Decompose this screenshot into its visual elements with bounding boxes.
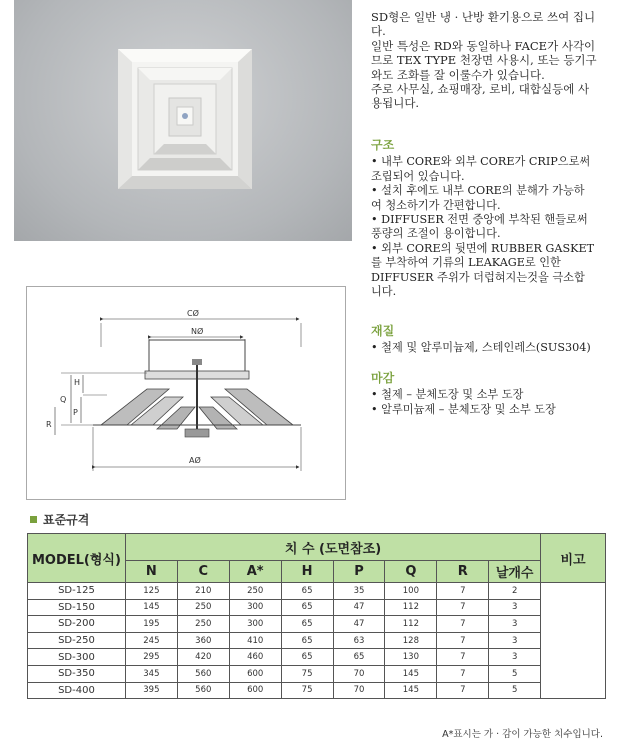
table-row bbox=[28, 682, 606, 699]
value-cell: 250 bbox=[229, 583, 281, 600]
product-photo bbox=[14, 0, 352, 241]
value-cell: 70 bbox=[333, 682, 385, 699]
value-cell: 410 bbox=[229, 632, 281, 649]
value-cell: 75 bbox=[281, 682, 333, 699]
material-heading: 재질 bbox=[371, 324, 395, 338]
structure-line: • 내부 CORE와 외부 CORE가 CRIP으로써 bbox=[371, 155, 591, 169]
header-col: A* bbox=[229, 561, 281, 583]
model-cell: SD-250 bbox=[28, 632, 126, 649]
value-cell: 100 bbox=[385, 583, 437, 600]
value-cell: 3 bbox=[489, 632, 541, 649]
description-line: SD형은 일반 냉 · 난방 환기용으로 쓰여 집니 bbox=[371, 10, 596, 24]
value-cell: 420 bbox=[177, 649, 229, 666]
value-cell: 345 bbox=[125, 665, 177, 682]
table-row bbox=[28, 665, 606, 682]
table-row bbox=[28, 632, 606, 649]
value-cell: 360 bbox=[177, 632, 229, 649]
value-cell: 210 bbox=[177, 583, 229, 600]
structure-line: • DIFFUSER 전면 중앙에 부착된 핸들로써 bbox=[371, 213, 588, 227]
table-row bbox=[28, 649, 606, 666]
value-cell: 65 bbox=[281, 599, 333, 616]
header-remark: 비고 bbox=[541, 534, 606, 583]
value-cell: 250 bbox=[177, 599, 229, 616]
value-cell: 5 bbox=[489, 682, 541, 699]
model-cell: SD-125 bbox=[28, 583, 126, 600]
description-line: 일반 특성은 RD와 동일하나 FACE가 사각이 bbox=[371, 38, 596, 53]
value-cell: 7 bbox=[437, 682, 489, 699]
value-cell: 300 bbox=[229, 599, 281, 616]
model-cell: SD-200 bbox=[28, 616, 126, 633]
value-cell: 65 bbox=[281, 632, 333, 649]
table-row bbox=[28, 599, 606, 616]
value-cell: 112 bbox=[385, 599, 437, 616]
structure-item bbox=[371, 242, 616, 300]
value-cell: 2 bbox=[489, 583, 541, 600]
value-cell: 145 bbox=[385, 682, 437, 699]
model-cell: SD-400 bbox=[28, 682, 126, 699]
value-cell: 112 bbox=[385, 616, 437, 633]
spec-table-body bbox=[28, 583, 606, 699]
finish-heading: 마감 bbox=[371, 371, 395, 385]
dim-label-c: CØ bbox=[187, 309, 199, 318]
value-cell: 245 bbox=[125, 632, 177, 649]
structure-line: 니다. bbox=[371, 285, 397, 299]
description-line: 용됩니다. bbox=[371, 96, 420, 111]
value-cell: 70 bbox=[333, 665, 385, 682]
description bbox=[371, 10, 611, 111]
header-col: N bbox=[125, 561, 177, 583]
value-cell: 395 bbox=[125, 682, 177, 699]
table-row bbox=[28, 583, 606, 600]
structure-heading: 구조 bbox=[371, 138, 395, 152]
value-cell: 300 bbox=[229, 616, 281, 633]
square-bullet-icon bbox=[30, 516, 37, 523]
value-cell: 7 bbox=[437, 583, 489, 600]
value-cell: 7 bbox=[437, 599, 489, 616]
value-cell: 600 bbox=[229, 682, 281, 699]
model-cell: SD-300 bbox=[28, 649, 126, 666]
value-cell: 125 bbox=[125, 583, 177, 600]
structure-item bbox=[371, 155, 616, 184]
value-cell: 65 bbox=[333, 649, 385, 666]
material-section bbox=[371, 324, 616, 356]
header-dimensions: 치 수 (도면참조) bbox=[125, 534, 540, 561]
finish-item: • 알루미늄제 – 분체도장 및 소부 도장 bbox=[371, 402, 556, 416]
value-cell: 47 bbox=[333, 616, 385, 633]
value-cell: 560 bbox=[177, 682, 229, 699]
description-line: 다. bbox=[371, 24, 386, 39]
value-cell: 145 bbox=[385, 665, 437, 682]
header-col: H bbox=[281, 561, 333, 583]
remark-cell bbox=[541, 583, 606, 699]
structure-line: 풍량의 조절이 용이합니다. bbox=[371, 227, 501, 241]
value-cell: 63 bbox=[333, 632, 385, 649]
header-col: R bbox=[437, 561, 489, 583]
description-line: 와도 조화를 잘 이룰수가 있습니다. bbox=[371, 67, 545, 82]
finish-item: • 철제 – 분체도장 및 소부 도장 bbox=[371, 388, 524, 402]
description-line: 주로 사무실, 쇼핑매장, 로비, 대합실등에 사 bbox=[371, 82, 590, 97]
value-cell: 7 bbox=[437, 616, 489, 633]
material-item: • 철제 및 알루미늄제, 스테인레스(SUS304) bbox=[371, 341, 591, 355]
value-cell: 7 bbox=[437, 632, 489, 649]
value-cell: 295 bbox=[125, 649, 177, 666]
table-row bbox=[28, 616, 606, 633]
value-cell: 3 bbox=[489, 599, 541, 616]
dim-label-r: R bbox=[46, 420, 52, 429]
value-cell: 600 bbox=[229, 665, 281, 682]
value-cell: 145 bbox=[125, 599, 177, 616]
value-cell: 7 bbox=[437, 665, 489, 682]
structure-line: 여 청소하기가 간편합니다. bbox=[371, 198, 501, 212]
finish-section bbox=[371, 371, 616, 417]
dim-label-h: H bbox=[74, 378, 81, 387]
standard-title bbox=[30, 511, 89, 528]
value-cell: 3 bbox=[489, 649, 541, 666]
value-cell: 195 bbox=[125, 616, 177, 633]
structure-line: 조립되어 있습니다. bbox=[371, 169, 465, 183]
value-cell: 47 bbox=[333, 599, 385, 616]
structure-line: DIFFUSER 주위가 더럽혀지는것을 극소합 bbox=[371, 270, 585, 284]
structure-line: 를 부착하여 기류의 LEAKAGE로 인한 bbox=[371, 256, 561, 270]
value-cell: 75 bbox=[281, 665, 333, 682]
spec-table bbox=[27, 533, 606, 699]
structure-item bbox=[371, 213, 616, 242]
header-model: MODEL(형식) bbox=[28, 534, 126, 583]
value-cell: 65 bbox=[281, 616, 333, 633]
header-col: Q bbox=[385, 561, 437, 583]
value-cell: 250 bbox=[177, 616, 229, 633]
footnote: A*표시는 가 · 감이 가능한 치수입니다. bbox=[442, 729, 603, 740]
dim-label-n: NØ bbox=[191, 327, 204, 336]
standard-title-text: 표준규격 bbox=[43, 513, 90, 527]
dim-label-a: AØ bbox=[189, 456, 201, 465]
structure-item bbox=[371, 184, 616, 213]
structure-line: • 설치 후에도 내부 CORE의 분해가 가능하 bbox=[371, 184, 585, 198]
dim-label-q: Q bbox=[60, 395, 67, 404]
structure-line: • 외부 CORE의 뒷면에 RUBBER GASKET bbox=[371, 241, 595, 255]
value-cell: 65 bbox=[281, 583, 333, 600]
description-line: 므로 TEX TYPE 천장면 사용시, 또는 등기구 bbox=[371, 53, 597, 68]
header-col: C bbox=[177, 561, 229, 583]
dim-label-p: P bbox=[73, 408, 78, 417]
value-cell: 560 bbox=[177, 665, 229, 682]
value-cell: 5 bbox=[489, 665, 541, 682]
technical-drawing bbox=[26, 286, 346, 500]
value-cell: 35 bbox=[333, 583, 385, 600]
value-cell: 3 bbox=[489, 616, 541, 633]
square-diffuser-image bbox=[14, 0, 352, 241]
model-cell: SD-350 bbox=[28, 665, 126, 682]
section-drawing bbox=[27, 287, 345, 499]
header-col: 날개수 bbox=[489, 561, 541, 583]
value-cell: 7 bbox=[437, 649, 489, 666]
value-cell: 128 bbox=[385, 632, 437, 649]
structure-section bbox=[371, 138, 616, 299]
value-cell: 460 bbox=[229, 649, 281, 666]
value-cell: 65 bbox=[281, 649, 333, 666]
value-cell: 130 bbox=[385, 649, 437, 666]
header-col: P bbox=[333, 561, 385, 583]
model-cell: SD-150 bbox=[28, 599, 126, 616]
